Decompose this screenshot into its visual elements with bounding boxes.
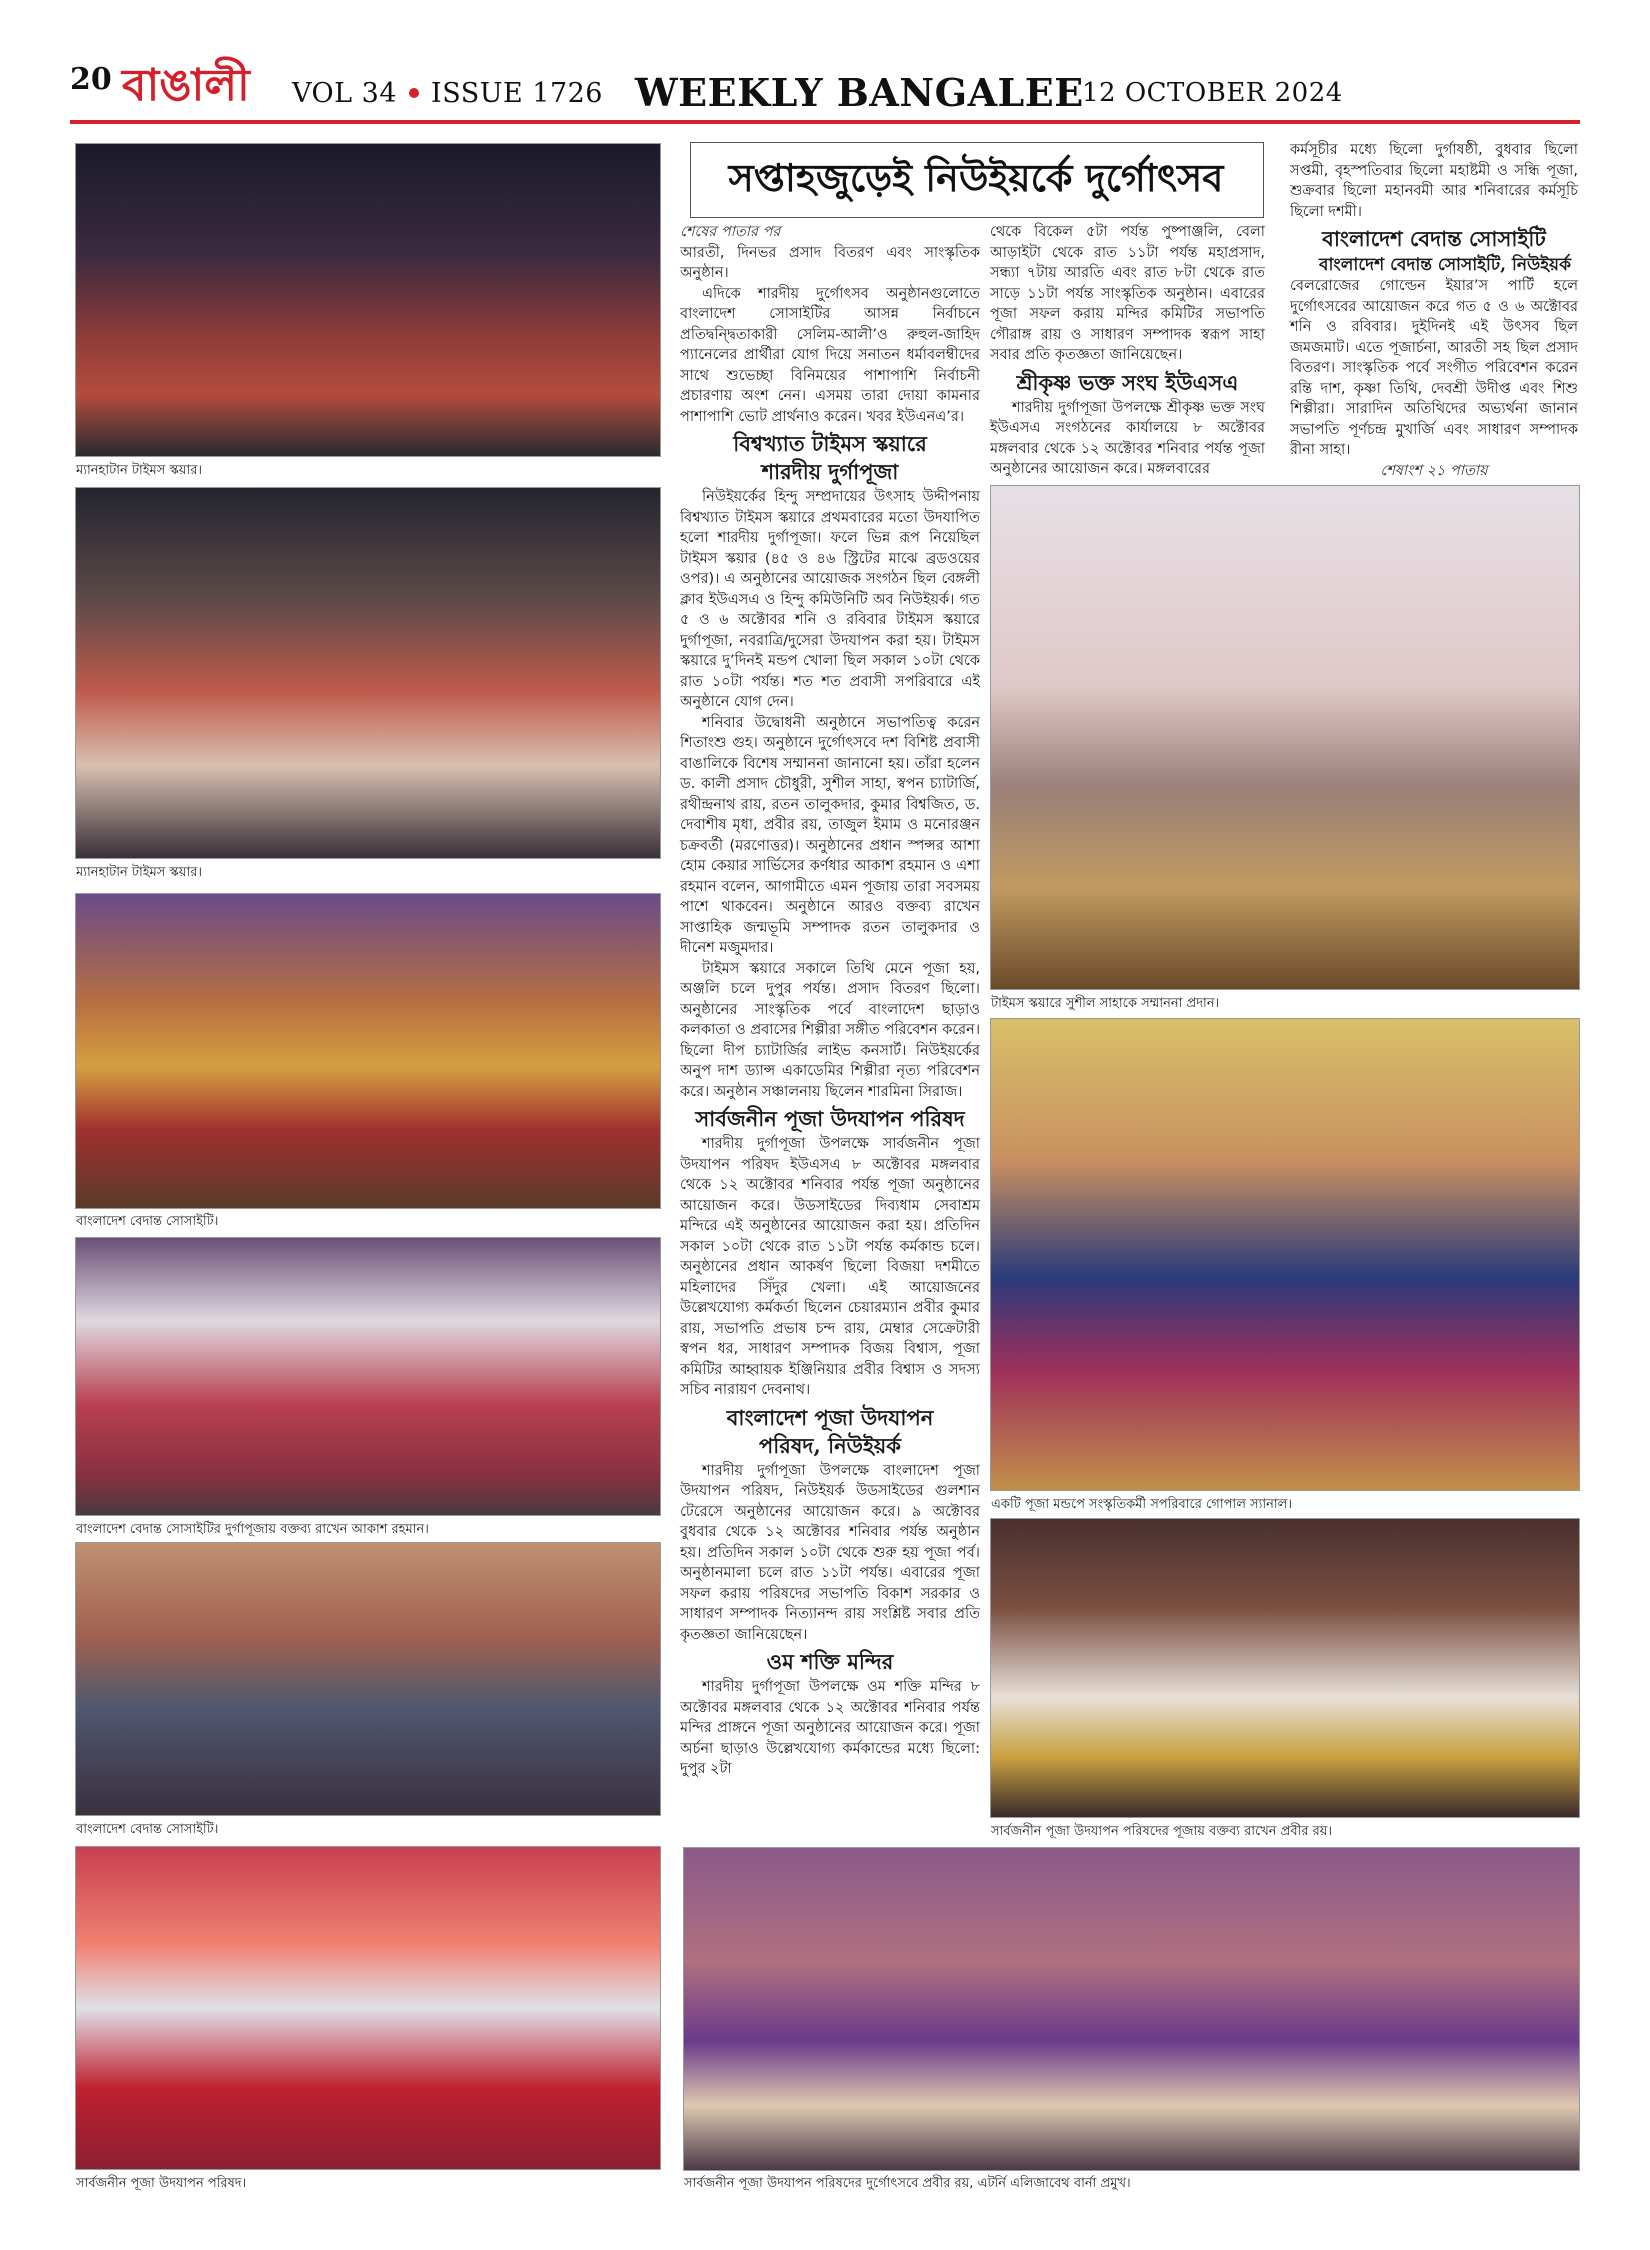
continued-to: শেষাংশ ২১ পাতায় <box>1380 462 1488 479</box>
subheading-sarbojonin: সার্বজনীন পূজা উদযাপন পরিষদ <box>695 1106 965 1131</box>
paragraph: শারদীয় দুর্গাপূজা উপলক্ষে ওম শক্তি মন্দির ৮ অক্টোবর মঙ্গলবার থেকে ১২ অক্টোবর শনিবার পর্যন্ত মন্দির প্রাঙ্গনে পূজা অনুষ্ঠানের আয়োজন করে। পূজা অর্চনা ছাড়াও উল্লেখযোগ্য কর্মকান্ডের মধ্যে ছিলো: দুপুর ২টা <box>680 1679 980 1777</box>
paragraph: আরতী, দিনভর প্রসাদ বিতরণ এবং সাংস্কৃতিক অনুষ্ঠান। <box>680 244 980 281</box>
paragraph: কর্মসূচীর মধ্যে ছিলো দুর্গাষষ্ঠী, বুধবার ছিলো সপ্তমী, বৃহস্পতিবার ছিলো মহাষ্টমী ও সন্ধি পূজা, শুক্রবার ছিলো মহানবমী আর শনিবারের কর্মসূচি ছিলো দশমী। <box>1290 142 1578 220</box>
volume-issue <box>292 78 603 109</box>
issue: ISSUE 1726 <box>431 78 603 109</box>
subheading-vedanta: বাংলাদেশ বেদান্ত সোসাইটি <box>1322 226 1546 251</box>
article-column-b <box>990 222 1265 480</box>
subheading-times-square: বিশ্বখ্যাত টাইমস স্কয়ারে <box>733 431 927 456</box>
paragraph: শারদীয় দুর্গাপূজা উপলক্ষে বাংলাদেশ পূজা উদযাপন পরিষদ, নিউইয়র্ক উডসাইডের গুলশান টেরেসে অনুষ্ঠানের আয়োজন করে। ৯ অক্টোবর বুধবার থেকে ১২ অক্টোবর শনিবার পর্যন্ত অনুষ্ঠান হয়। প্রতিদিন সকাল ১০টা থেকে শুরু হয় পূজা পর্ব। অনুষ্ঠানমালা চলে রাত ১১টা পর্যন্ত। এবারের পূজা সফল করায় পরিষদের সভাপতি বিকাশ সরকার ও সাধারণ সম্পাদক নিত্যানন্দ রায় সংশ্লিষ্ট সবার প্রতি কৃতজ্ঞতা জানিয়েছেন। <box>680 1462 980 1643</box>
paragraph: বেলরোজের গোল্ডেন ইয়ার’স পার্টি হলে দুর্গোৎসবের আয়োজন করে গত ৫ ও ৬ অক্টোবর শনি ও রবিবার। দুইদিনই এই উৎসব ছিল জমজমাট। এতে পূজার্চনা, আরতী সহ ছিল প্রসাদ বিতরণ। সাংস্কৃতিক পর্বে সংগীত পরিবেশন করেন রন্তি দাশ, কৃষ্ণা তিথি, দেবশ্রী উদীপ্ত এবং শিশু শিল্পীরা। সারাদিন অতিথিদের অভ্যর্থনা জানান সভাপতি পূর্ণচন্দ্র মুখার্জি এবং সাধারণ সম্পাদক রীনা সাহা। <box>1290 278 1578 458</box>
paragraph: শনিবার উদ্বোধনী অনুষ্ঠানে সভাপতিত্ব করেন শিতাংশু গুহ। অনুষ্ঠানে দুর্গোৎসবে দশ বিশিষ্ট প্রবাসী বাঙালিকে বিশেষ সম্মাননা জানানো হয়। তাঁরা হলেন ড. কালী প্রসাদ চৌধুরী, সুশীল সাহা, স্বপন চ্যাটার্জি, রথীন্দ্রনাথ রায়, রতন তালুকদার, কুমার বিশ্বজিত, ড. দেবাশীষ মৃধা, প্রবীর রয়, তাজুল ইমাম ও মনোরঞ্জন চক্রবর্তী (মরণোত্তর)। অনুষ্ঠানের প্রধান স্পন্সর আশা হোম কেয়ার সার্ভিসের কর্ণধার আকাশ রহমান ও এশা রহমান বলেন, আগামীতে এমন পূজায় তারা সবসময় পাশে থাকবেন। অনুষ্ঠানে আরও বক্তব্য রাখেন সাপ্তাহিক জন্মভূমি সম্পাদক রতন তালুকদার ও দীনেশ মজুমদার। <box>680 714 980 956</box>
photo-caption: ম্যানহাটান টাইমস স্কয়ার। <box>76 865 203 880</box>
photo-caption: টাইমস স্কয়ারে সুশীল সাহাকে সম্মাননা প্রদান। <box>991 996 1220 1011</box>
paragraph: থেকে বিকেল ৫টা পর্যন্ত পুষ্পাঞ্জলি, বেলা আড়াইটা থেকে রাত ১১টা পর্যন্ত মহাপ্রসাদ, সন্ধ্যা ৭টায় আরতি এবং রাত ৮টা থেকে রাত সাড়ে ১১টা পর্যন্ত সাংস্কৃতিক অনুষ্ঠান। এবারের পূজা সফল করায় মন্দির কমিটির সভাপতি গৌরাঙ্গ রায় ও সাধারণ সম্পাদক স্বরূপ সাহা সবার প্রতি কৃতজ্ঞতা জানিয়েছেন। <box>990 224 1265 363</box>
photo-vedanta-idols <box>75 893 661 1209</box>
article-column-a <box>680 222 980 1780</box>
subheading-bd-puja-2: পরিষদ, নিউইয়র্ক <box>759 1432 901 1458</box>
photo-times-square-selfie <box>75 487 661 859</box>
issue-date: 12 OCTOBER 2024 <box>1082 78 1343 108</box>
photo-sarbojonin-altar <box>75 1846 661 2170</box>
subheading-srikrishna: শ্রীকৃষ্ণ ভক্ত সংঘ ইউএসএ <box>1016 369 1239 395</box>
paragraph: শারদীয় দুর্গাপূজা উপলক্ষে শ্রীকৃষ্ণ ভক্ত সংঘ ইউএসএ সংগঠনের কার্যালয়ে ৮ অক্টোবর মঙ্গলবার থেকে ১২ অক্টোবর শনিবার পর্যন্ত পূজা অনুষ্ঠানের আয়োজন করে। মঙ্গলবারের <box>990 399 1265 477</box>
paragraph: এদিকে শারদীয় দুর্গোৎসব অনুষ্ঠানগুলোতে বাংলাদেশ সোসাইটির আসন্ন নির্বাচনে প্রতিদ্বন্দ্বিতাকারী সেলিম-আলী’ও রুহুল-জাহিদ প্যানেলের প্রার্থীরা যোগ দিয়ে সনাতন ধর্মাবলম্বীদের সাথে শুভেচ্ছা বিনিময়ের পাশাপাশি নির্বাচনী প্রচারণায় অংশ নেন। এসময় তারা দোয়া কামনার পাশাপাশি ভোট প্রার্থনাও করেন। খবর ইউএনএ’র। <box>680 285 980 425</box>
photo-vedanta-speech <box>75 1237 661 1516</box>
volume: VOL 34 <box>292 78 398 109</box>
page-number: 20 <box>70 62 112 97</box>
paragraph: টাইমস স্কয়ারে সকালে তিথি মেনে পূজা হয়, অঞ্জলি চলে দুপুর পর্যন্ত। প্রসাদ বিতরণ ছিলো। অনুষ্ঠানের সাংস্কৃতিক পর্বে বাংলাদেশ ছাড়াও কলকাতা ও প্রবাসের শিল্পীরা সঙ্গীত পরিবেশন করেন। ছিলো দীপ চ্যাটার্জির লাইভ কনসার্ট। নিউইয়র্কের অনুপ দাশ ড্যান্স একাডেমির শিল্পীরা নৃত্য পরিবেশন করে। অনুষ্ঠান সঞ্চালনায় ছিলেন শারমিনা সিরাজ। <box>680 960 980 1100</box>
photo-caption: বাংলাদেশ বেদান্ত সোসাইটির দুর্গাপূজায় বক্তব্য রাখেন আকাশ রহমান। <box>76 1522 429 1537</box>
subheading-vedanta-ny: বাংলাদেশ বেদান্ত সোসাইটি, নিউইয়র্ক <box>1319 255 1571 275</box>
paragraph: নিউইয়র্কের হিন্দু সম্প্রদায়ের উৎসাহ উদ্দীপনায় বিশ্বখ্যাত টাইমস স্কয়ারে প্রথমবারের মতো উদযাপিত হলো শারদীয় দুর্গাপূজা। ফলে ভিন্ন রূপ নিয়েছিল টাইমস স্কয়ার (৪৫ ও ৪৬ স্ট্রিটের মাঝে ব্রডওয়ের ওপর)। এ অনুষ্ঠানের আয়োজক সংগঠন ছিল বেঙ্গলী ক্লাব ইউএসএ ও হিন্দু কমিউনিটি অব নিউইয়র্ক। গত ৫ ও ৬ অক্টোবর শনি ও রবিবার টাইমস স্কয়ারে দুর্গাপূজা, নবরাত্রি/দুসেরা উদযাপন করা হয়। টাইমস স্কয়ারে দু’দিনই মন্ডপ খোলা ছিল সকাল ১০টা থেকে রাত ১০টা পর্যন্ত। শত শত প্রবাসী সপরিবারে এই অনুষ্ঠানে যোগ দেন। <box>680 489 980 710</box>
paper-name: WEEKLY BANGALEE <box>635 70 1084 115</box>
photo-gopal-sanyal-family <box>990 1018 1580 1491</box>
subheading-bd-puja-1: বাংলাদেশ পূজা উদযাপন <box>726 1404 934 1430</box>
photo-caption: সার্বজনীন পূজা উদযাপন পরিষদ। <box>76 2176 247 2191</box>
photo-caption: একটি পূজা মন্ডপে সংস্কৃতিকর্মী সপরিবারে গোপাল স্যানাল। <box>991 1497 1293 1512</box>
continued-from: শেষের পাতার পর <box>680 224 781 240</box>
photo-caption: বাংলাদেশ বেদান্ত সোসাইটি। <box>76 1214 219 1229</box>
photo-caption: সার্বজনীন পূজা উদযাপন পরিষদের দুর্গোৎসবে প্রবীর রয়, এটর্নি এলিজাবেথ বার্না প্রমুখ। <box>684 2176 1131 2191</box>
subheading-om-shakti: ওম শক্তি মন্দির <box>766 1649 894 1674</box>
newspaper-logo: বাঙালী <box>122 60 250 111</box>
photo-probir-roy-speech <box>990 1518 1580 1818</box>
article-column-c <box>1290 140 1578 481</box>
photo-times-square-group-1 <box>75 143 661 457</box>
paragraph: শারদীয় দুর্গাপূজা উপলক্ষে সার্বজনীন পূজা উদযাপন পরিষদ ইউএসএ ৮ অক্টোবর মঙ্গলবার থেকে ১২ অক্টোবর শনিবার পর্যন্ত পূজা অনুষ্ঠানের আয়োজন করে। উডসাইডের দিব্যধাম সেবাশ্রম মন্দিরে এই অনুষ্ঠানের আয়োজন করা হয়। প্রতিদিন সকাল ১০টা থেকে রাত ১১টা পর্যন্ত কর্মকান্ড চলে। অনুষ্ঠানের প্রধান আকর্ষণ ছিলো বিজয়া দশমীতে মহিলাদের সিঁদুর খেলা। এই আয়োজনের উল্লেখযোগ্য কর্মকর্তা ছিলেন চেয়ারম্যান প্রবীর কুমার রায়, সভাপতি প্রভাষ চন্দ রায়, মেম্বার সেক্রেটারী স্বপন ধর, সাধারণ সম্পাদক বিজয় বিশ্বাস, পূজা কমিটির আহ্বায়ক ইঞ্জিনিয়ার প্রবীর বিশ্বাস ও সদস্য সচিব নারায়ণ দেবনাথ। <box>680 1136 980 1398</box>
photo-caption: বাংলাদেশ বেদান্ত সোসাইটি। <box>76 1822 219 1837</box>
article-headline: সপ্তাহজুড়েই নিউইয়র্কে দুর্গোৎসব <box>728 155 1224 200</box>
separator-dot-icon <box>409 88 419 98</box>
subheading-times-square-2: শারদীয় দুর্গাপূজা <box>761 459 899 484</box>
photo-caption: ম্যানহাটান টাইমস স্কয়ার। <box>76 463 203 478</box>
photo-award-presentation <box>990 485 1580 990</box>
masthead-rule <box>70 120 1580 124</box>
photo-caption: সার্বজনীন পূজা উদযাপন পরিষদের পূজায় বক্তব্য রাখেন প্রবীর রয়। <box>991 1824 1333 1839</box>
photo-sarbojonin-group <box>683 1847 1580 2171</box>
photo-vedanta-audience <box>75 1542 661 1816</box>
